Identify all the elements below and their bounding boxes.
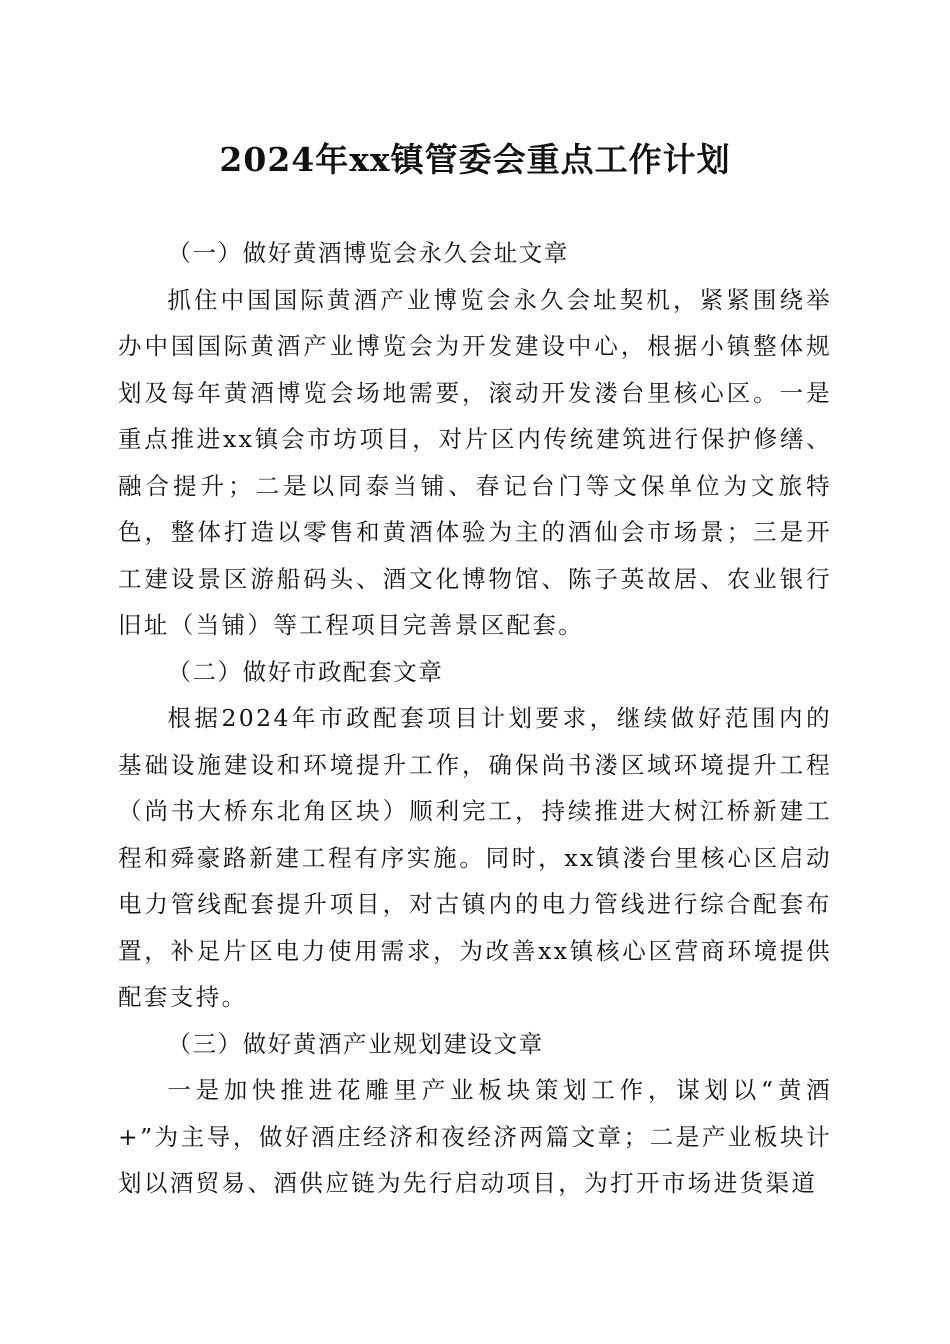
document-title: 2024年xx镇管委会重点工作计划 (219, 140, 731, 179)
section-heading-1: （一）做好黄酒博览会永久会址文章 (167, 239, 569, 267)
section-paragraph-2: 根据2024年市政配套项目计划要求，继续做好范围内的基础设施建设和环境提升工作，确保尚书溇区域环境提升工程（尚书大桥东北角区块）顺利完工，持续推进大树江桥新建工程和舜豪路新建工程有序实施。同时，xx镇溇台里核心区启动电力管线配套提升项目，对古镇内的电力管线进行综合配套布置，补足片区电力使用需求，为改善xx镇核心区营商环境提供配套支持。 (118, 704, 832, 1011)
section-paragraph-1: 抓住中国国际黄酒产业博览会永久会址契机，紧紧围绕举办中国国际黄酒产业博览会为开发建设中心，根据小镇整体规划及每年黄酒博览会场地需要，滚动开发溇台里核心区。一是重点推进xx镇会市坊项目，对片区内传统建筑进行保护修缮、融合提升；二是以同泰当铺、春记台门等文保单位为文旅特色，整体打造以零售和黄酒体验为主的酒仙会市场景；三是开工建设景区游船码头、酒文化博物馆、陈子英故居、农业银行旧址（当铺）等工程项目完善景区配套。 (118, 285, 832, 639)
document-body (118, 230, 832, 1207)
section-heading-3: （三）做好黄酒产业规划建设文章 (167, 1029, 544, 1058)
section-paragraph-3: 一是加快推进花雕里产业板块策划工作，谋划以“黄酒+”为主导，做好酒庄经济和夜经济两篇文章；二是产业板块计划以酒贸易、酒供应链为先行启动项目，为打开市场进货渠道 (118, 1076, 832, 1197)
section-heading-2: （二）做好市政配套文章 (167, 657, 444, 686)
